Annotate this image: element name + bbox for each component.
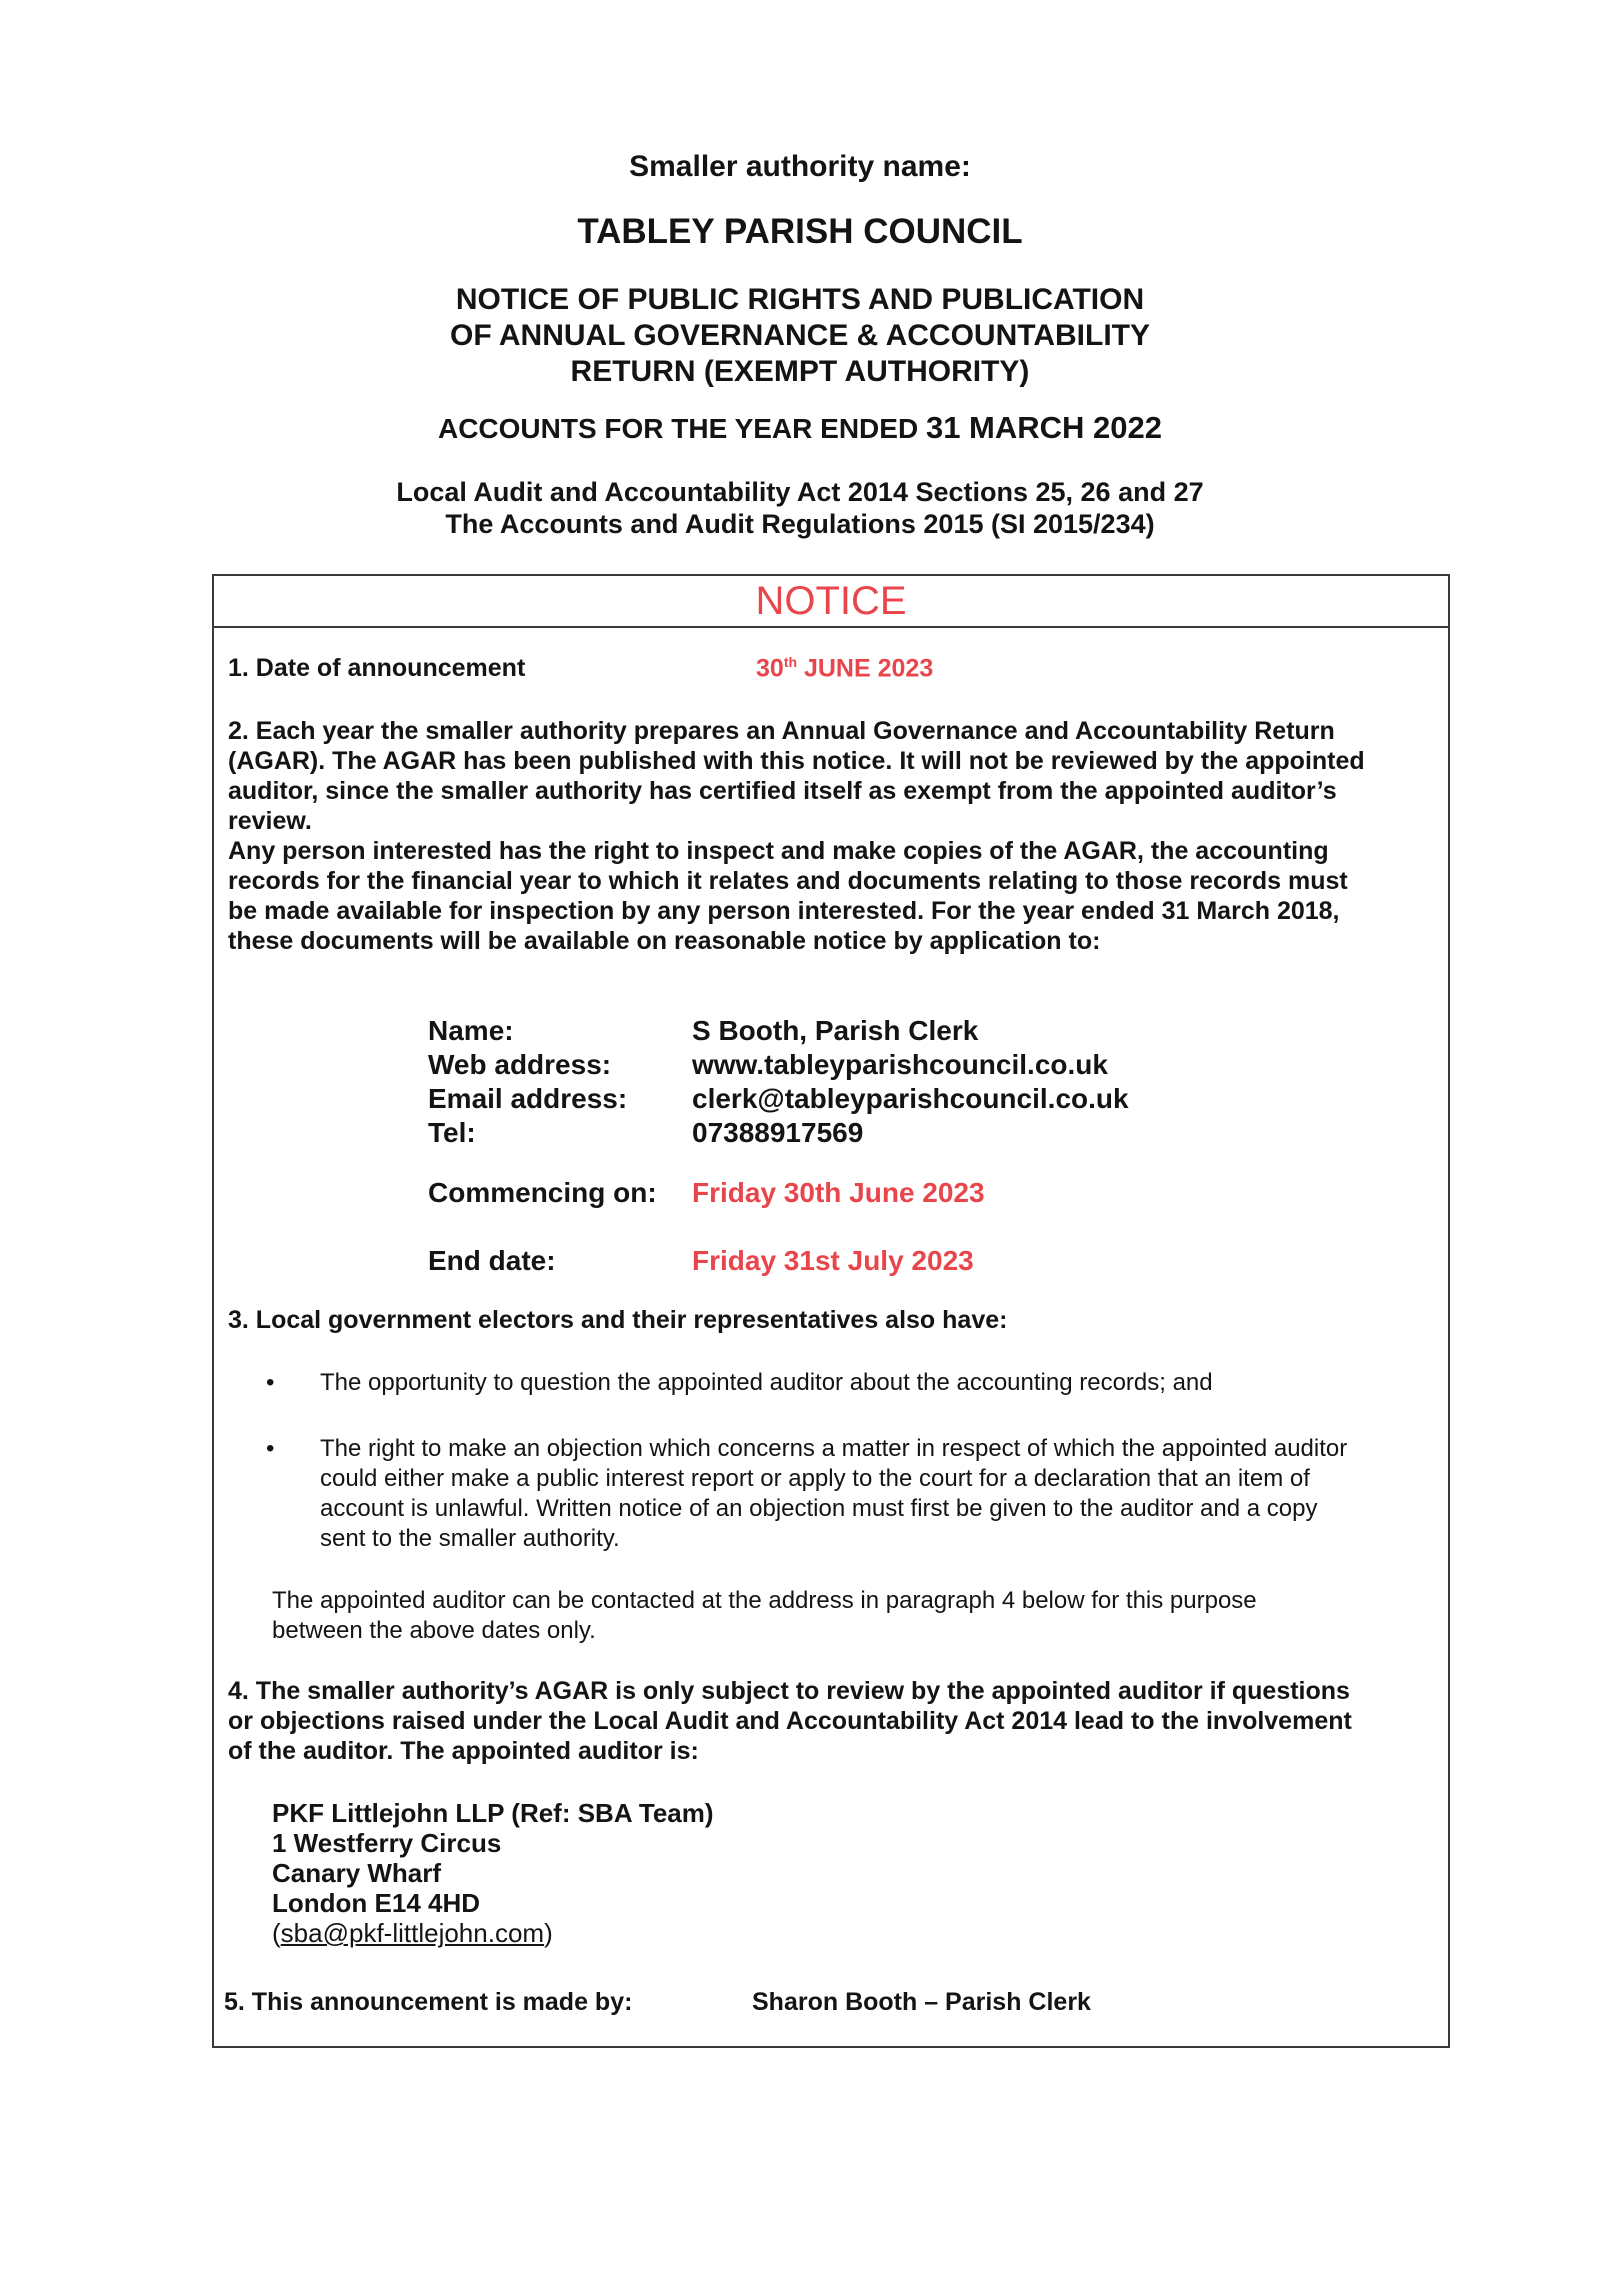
auditor-address-line: London E14 4HD: [272, 1888, 481, 1918]
auditor-email-open: (: [272, 1918, 281, 1948]
auditor-email-close: ): [544, 1918, 553, 1948]
item-5-value: Sharon Booth – Parish Clerk: [752, 1988, 1091, 2016]
item-2-line: auditor, since the smaller authority has certified itself as exempt from the appointed auditor’s: [228, 777, 1337, 805]
item-2-line: 2. Each year the smaller authority prepares an Annual Governance and Accountability Return: [228, 717, 1335, 745]
item-2-line: be made available for inspection by any person interested. For the year ended 31 March 2018,: [228, 897, 1340, 925]
announcement-date-label: 1. Date of announcement: [228, 654, 526, 682]
legal-reference-act: Local Audit and Accountability Act 2014 Sections 25, 26 and 27: [396, 477, 1204, 507]
item-2-line: review.: [228, 807, 312, 835]
commencing-label: Commencing on:: [428, 1177, 657, 1208]
contact-tel-value: 07388917569: [692, 1117, 864, 1148]
auditor-address-line: PKF Littlejohn LLP (Ref: SBA Team): [272, 1798, 714, 1828]
end-date-value: Friday 31st July 2023: [692, 1245, 974, 1276]
item-3-heading: 3. Local government electors and their representatives also have:: [228, 1306, 1008, 1334]
item-4-line: or objections raised under the Local Audit and Accountability Act 2014 lead to the involvement: [228, 1707, 1352, 1735]
notice-heading-line-1: NOTICE OF PUBLIC RIGHTS AND PUBLICATION: [455, 283, 1145, 316]
bullet-2-text: [320, 1434, 1440, 1554]
bullet-2-line: account is unlawful. Written notice of an objection must first be given to the auditor and a copy: [320, 1495, 1318, 1522]
item-4-line: 4. The smaller authority’s AGAR is only subject to review by the appointed auditor if questions: [228, 1677, 1350, 1705]
item-2-line: (AGAR). The AGAR has been published with this notice. It will not be reviewed by the appointed: [228, 747, 1365, 775]
bullet-2-line: could either make a public interest report or apply to the court for a declaration that an item of: [320, 1465, 1310, 1492]
contact-tel-label: Tel:: [428, 1117, 476, 1148]
bullet-2-line: sent to the smaller authority.: [320, 1525, 620, 1552]
authority-name-label: Smaller authority name:: [629, 150, 971, 183]
item-5-label: 5. This announcement is made by:: [224, 1988, 633, 2016]
auditor-address-line: 1 Westferry Circus: [272, 1828, 502, 1858]
accounts-year-prefix: ACCOUNTS FOR THE YEAR ENDED: [437, 413, 926, 444]
announcement-date-value: [756, 654, 933, 683]
accounts-year-line: [0, 410, 1600, 446]
contact-values: [692, 1014, 1129, 1150]
item-2-line: Any person interested has the right to inspect and make copies of the AGAR, the accounting: [228, 837, 1329, 865]
item-4-line: of the auditor. The appointed auditor is:: [228, 1737, 699, 1765]
contact-web-value[interactable]: www.tableyparishcouncil.co.uk: [692, 1049, 1108, 1080]
accounts-year-date: 31 MARCH 2022: [925, 410, 1162, 445]
auditor-address-line: Canary Wharf: [272, 1858, 442, 1888]
contact-web-label: Web address:: [428, 1049, 612, 1080]
announcement-date-rest: JUNE 2023: [797, 654, 934, 683]
contact-name-value: S Booth, Parish Clerk: [692, 1015, 979, 1046]
auditor-email-line: [272, 1918, 714, 1948]
item-2-line: these documents will be available on reasonable notice by application to:: [228, 927, 1101, 955]
commencing-value: Friday 30th June 2023: [692, 1177, 985, 1208]
announcement-date-day: 30: [756, 654, 784, 683]
contact-email-label: Email address:: [428, 1083, 628, 1114]
item-3-after-line: between the above dates only.: [272, 1617, 596, 1644]
legal-references: [0, 476, 1600, 540]
bullet-2-line: The right to make an objection which concerns a matter in respect of which the appointed auditor: [320, 1435, 1348, 1462]
item-2-line: records for the financial year to which it relates and documents relating to those records must: [228, 867, 1348, 895]
contact-labels: [428, 1014, 627, 1150]
auditor-email-link[interactable]: sba@pkf-littlejohn.com: [280, 1918, 545, 1948]
authority-name: TABLEY PARISH COUNCIL: [577, 212, 1023, 251]
item-3-auditor-contact: [272, 1586, 1440, 1646]
item-4-paragraph: [228, 1676, 1440, 1766]
notice-heading-line-3: RETURN (EXEMPT AUTHORITY): [570, 355, 1030, 388]
legal-reference-regulations: The Accounts and Audit Regulations 2015 (SI 2015/234): [445, 509, 1155, 539]
item-2-paragraph: [228, 716, 1440, 956]
auditor-address: [272, 1798, 714, 1948]
notice-heading-line-2: OF ANNUAL GOVERNANCE & ACCOUNTABILITY: [450, 319, 1150, 352]
contact-email-value[interactable]: clerk@tableyparishcouncil.co.uk: [692, 1083, 1129, 1114]
notice-heading: [0, 282, 1600, 390]
notice-box: [212, 574, 1450, 2048]
bullet-marker: •: [266, 1435, 275, 1462]
announcement-date-suffix: th: [783, 654, 798, 670]
item-3-after-line: The appointed auditor can be contacted at the address in paragraph 4 below for this purpose: [272, 1587, 1257, 1614]
contact-name-label: Name:: [428, 1015, 514, 1046]
bullet-1-text: The opportunity to question the appointed auditor about the accounting records; and: [320, 1369, 1213, 1396]
end-date-label: End date:: [428, 1245, 556, 1276]
bullet-marker: •: [266, 1369, 275, 1396]
notice-title: NOTICE: [214, 576, 1448, 628]
